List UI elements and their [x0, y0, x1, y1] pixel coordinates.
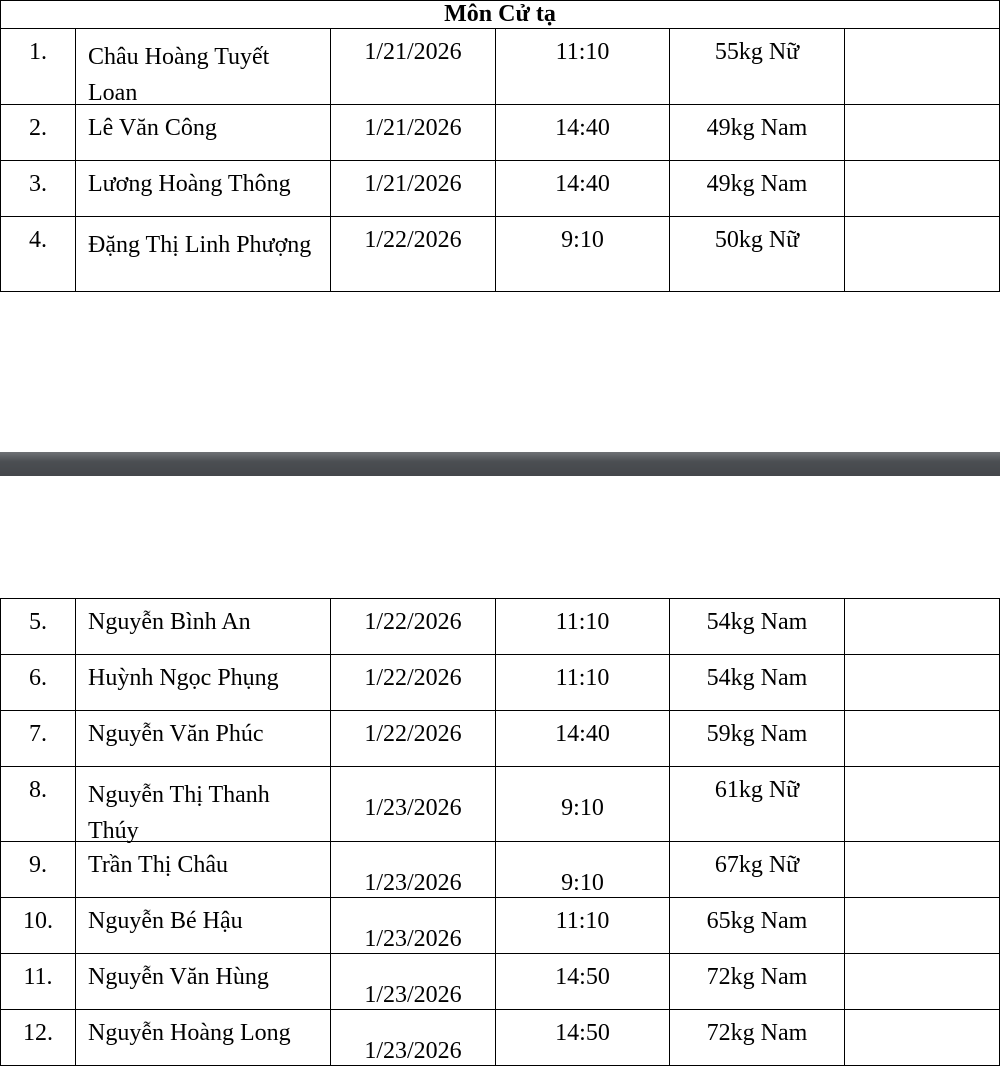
athlete-name: Đặng Thị Linh Phượng: [88, 232, 312, 258]
table-row: [1, 954, 1000, 1010]
page-separator: [0, 452, 1000, 476]
competition-date: 1/23/2026: [364, 982, 462, 1008]
weight-category: 61kg Nữ: [714, 777, 800, 803]
competition-time-cell: [496, 217, 670, 292]
table-row: [1, 29, 1000, 105]
athlete-name: Nguyễn Bình An: [88, 609, 251, 635]
competition-time: 11:10: [555, 665, 610, 691]
competition-date-cell: [331, 655, 496, 711]
row-number: 7.: [29, 721, 47, 747]
weight-category: 50kg Nữ: [714, 227, 800, 253]
competition-date-cell: [331, 711, 496, 767]
row-number-cell: [1, 1010, 76, 1066]
competition-time: 11:10: [555, 609, 610, 635]
athlete-name-cell: [76, 655, 331, 711]
competition-date-cell: [331, 898, 496, 954]
competition-time-cell: [496, 655, 670, 711]
athlete-name-cell: [76, 161, 331, 217]
competition-time-cell: [496, 29, 670, 105]
row-number-cell: [1, 655, 76, 711]
competition-time: 14:50: [555, 1020, 610, 1046]
row-number: 2.: [29, 115, 47, 141]
competition-time-cell: [496, 161, 670, 217]
note-cell: [845, 842, 1000, 898]
competition-date-cell: [331, 217, 496, 292]
note-cell: [845, 655, 1000, 711]
section-title: Môn Cử tạ: [1, 1, 1000, 29]
note-cell: [845, 711, 1000, 767]
competition-date: 1/22/2026: [364, 721, 462, 747]
competition-time: 9:10: [561, 870, 604, 896]
competition-date: 1/21/2026: [364, 115, 462, 141]
athlete-name: Nguyễn Văn Hùng: [88, 964, 269, 990]
weight-category: 72kg Nam: [706, 1020, 808, 1046]
weight-category-cell: [670, 711, 845, 767]
row-number-cell: [1, 105, 76, 161]
table-row: [1, 105, 1000, 161]
row-number-cell: [1, 842, 76, 898]
athlete-name: Nguyễn Văn Phúc: [88, 721, 264, 747]
row-number: 3.: [29, 171, 47, 197]
table-row: [1, 711, 1000, 767]
athlete-name-cell: [76, 599, 331, 655]
athlete-name: Trần Thị Châu: [88, 852, 229, 878]
weight-category-cell: [670, 1010, 845, 1066]
row-number-cell: [1, 767, 76, 842]
row-number: 9.: [29, 852, 47, 878]
athlete-name-cell: [76, 898, 331, 954]
athlete-name-cell: [76, 954, 331, 1010]
note-cell: [845, 105, 1000, 161]
competition-time-cell: [496, 767, 670, 842]
table-row: [1, 1010, 1000, 1066]
weight-category: 49kg Nam: [706, 171, 808, 197]
competition-date-cell: [331, 842, 496, 898]
weight-category: 54kg Nam: [706, 665, 808, 691]
weight-category-cell: [670, 105, 845, 161]
competition-date: 1/23/2026: [364, 926, 462, 952]
competition-time-cell: [496, 1010, 670, 1066]
athlete-name: Huỳnh Ngọc Phụng: [88, 665, 279, 691]
section-title-row: [1, 1, 1000, 29]
row-number-cell: [1, 29, 76, 105]
athlete-name-cell: [76, 711, 331, 767]
competition-time-cell: [496, 954, 670, 1010]
weight-category-cell: [670, 29, 845, 105]
athlete-name-cell: [76, 842, 331, 898]
competition-date: 1/23/2026: [364, 870, 462, 896]
schedule-table-top: [0, 0, 1000, 292]
note-cell: [845, 767, 1000, 842]
competition-date-cell: [331, 105, 496, 161]
weight-category: 59kg Nam: [706, 721, 808, 747]
table-row: [1, 161, 1000, 217]
row-number: 1.: [29, 39, 47, 65]
weight-category-cell: [670, 161, 845, 217]
note-cell: [845, 217, 1000, 292]
competition-time: 9:10: [561, 227, 604, 253]
competition-date: 1/22/2026: [364, 665, 462, 691]
weight-category: 49kg Nam: [706, 115, 808, 141]
table-row: [1, 217, 1000, 292]
competition-date: 1/23/2026: [364, 795, 462, 821]
competition-date: 1/21/2026: [364, 39, 462, 65]
athlete-name: Nguyễn Hoàng Long: [88, 1020, 291, 1046]
athlete-name-cell: [76, 1010, 331, 1066]
competition-date: 1/22/2026: [364, 227, 462, 253]
row-number: 6.: [29, 665, 47, 691]
competition-date-cell: [331, 1010, 496, 1066]
weight-category-cell: [670, 898, 845, 954]
weight-category: 72kg Nam: [706, 964, 808, 990]
athlete-name: Châu Hoàng Tuyết Loan: [88, 44, 270, 106]
row-number-cell: [1, 161, 76, 217]
weight-category-cell: [670, 842, 845, 898]
athlete-name: Nguyễn Bé Hậu: [88, 908, 243, 934]
athlete-name: Lương Hoàng Thông: [88, 171, 291, 197]
note-cell: [845, 898, 1000, 954]
row-number-cell: [1, 217, 76, 292]
row-number: 4.: [29, 227, 47, 253]
athlete-name-cell: [76, 217, 331, 292]
competition-time: 14:50: [555, 964, 610, 990]
row-number: 11.: [23, 964, 53, 990]
competition-time: 9:10: [561, 795, 604, 821]
table-row: [1, 655, 1000, 711]
athlete-name-cell: [76, 105, 331, 161]
weight-category-cell: [670, 767, 845, 842]
competition-time: 14:40: [555, 721, 610, 747]
competition-date-cell: [331, 954, 496, 1010]
weight-category-cell: [670, 954, 845, 1010]
weight-category: 54kg Nam: [706, 609, 808, 635]
row-number-cell: [1, 599, 76, 655]
note-cell: [845, 29, 1000, 105]
athlete-name-cell: [76, 767, 331, 842]
document-page-bottom: [0, 476, 1000, 1065]
note-cell: [845, 599, 1000, 655]
row-number: 10.: [23, 908, 53, 934]
competition-date: 1/21/2026: [364, 171, 462, 197]
weight-category: 67kg Nữ: [714, 852, 800, 878]
weight-category-cell: [670, 655, 845, 711]
row-number-cell: [1, 898, 76, 954]
competition-time: 14:40: [555, 115, 610, 141]
note-cell: [845, 1010, 1000, 1066]
weight-category-cell: [670, 217, 845, 292]
table-row: [1, 767, 1000, 842]
competition-time-cell: [496, 711, 670, 767]
row-number-cell: [1, 711, 76, 767]
note-cell: [845, 161, 1000, 217]
competition-date-cell: [331, 767, 496, 842]
note-cell: [845, 954, 1000, 1010]
competition-time: 11:10: [555, 908, 610, 934]
table-row: [1, 842, 1000, 898]
competition-date-cell: [331, 29, 496, 105]
schedule-table-bottom: [0, 598, 1000, 1066]
competition-time: 11:10: [555, 39, 610, 65]
competition-date-cell: [331, 599, 496, 655]
competition-date-cell: [331, 161, 496, 217]
table-row: [1, 898, 1000, 954]
row-number: 12.: [23, 1020, 53, 1046]
table-row: [1, 599, 1000, 655]
weight-category: 65kg Nam: [706, 908, 808, 934]
competition-time-cell: [496, 599, 670, 655]
athlete-name: Nguyễn Thị Thanh Thúy: [88, 782, 270, 844]
athlete-name: Lê Văn Công: [88, 115, 217, 141]
row-number: 5.: [29, 609, 47, 635]
competition-time: 14:40: [555, 171, 610, 197]
competition-time-cell: [496, 842, 670, 898]
competition-date: 1/23/2026: [364, 1038, 462, 1064]
row-number: 8.: [29, 777, 47, 803]
weight-category: 55kg Nữ: [714, 39, 800, 65]
competition-time-cell: [496, 898, 670, 954]
competition-time-cell: [496, 105, 670, 161]
competition-date: 1/22/2026: [364, 609, 462, 635]
weight-category-cell: [670, 599, 845, 655]
row-number-cell: [1, 954, 76, 1010]
athlete-name-cell: [76, 29, 331, 105]
document-page-top: [0, 0, 1000, 452]
